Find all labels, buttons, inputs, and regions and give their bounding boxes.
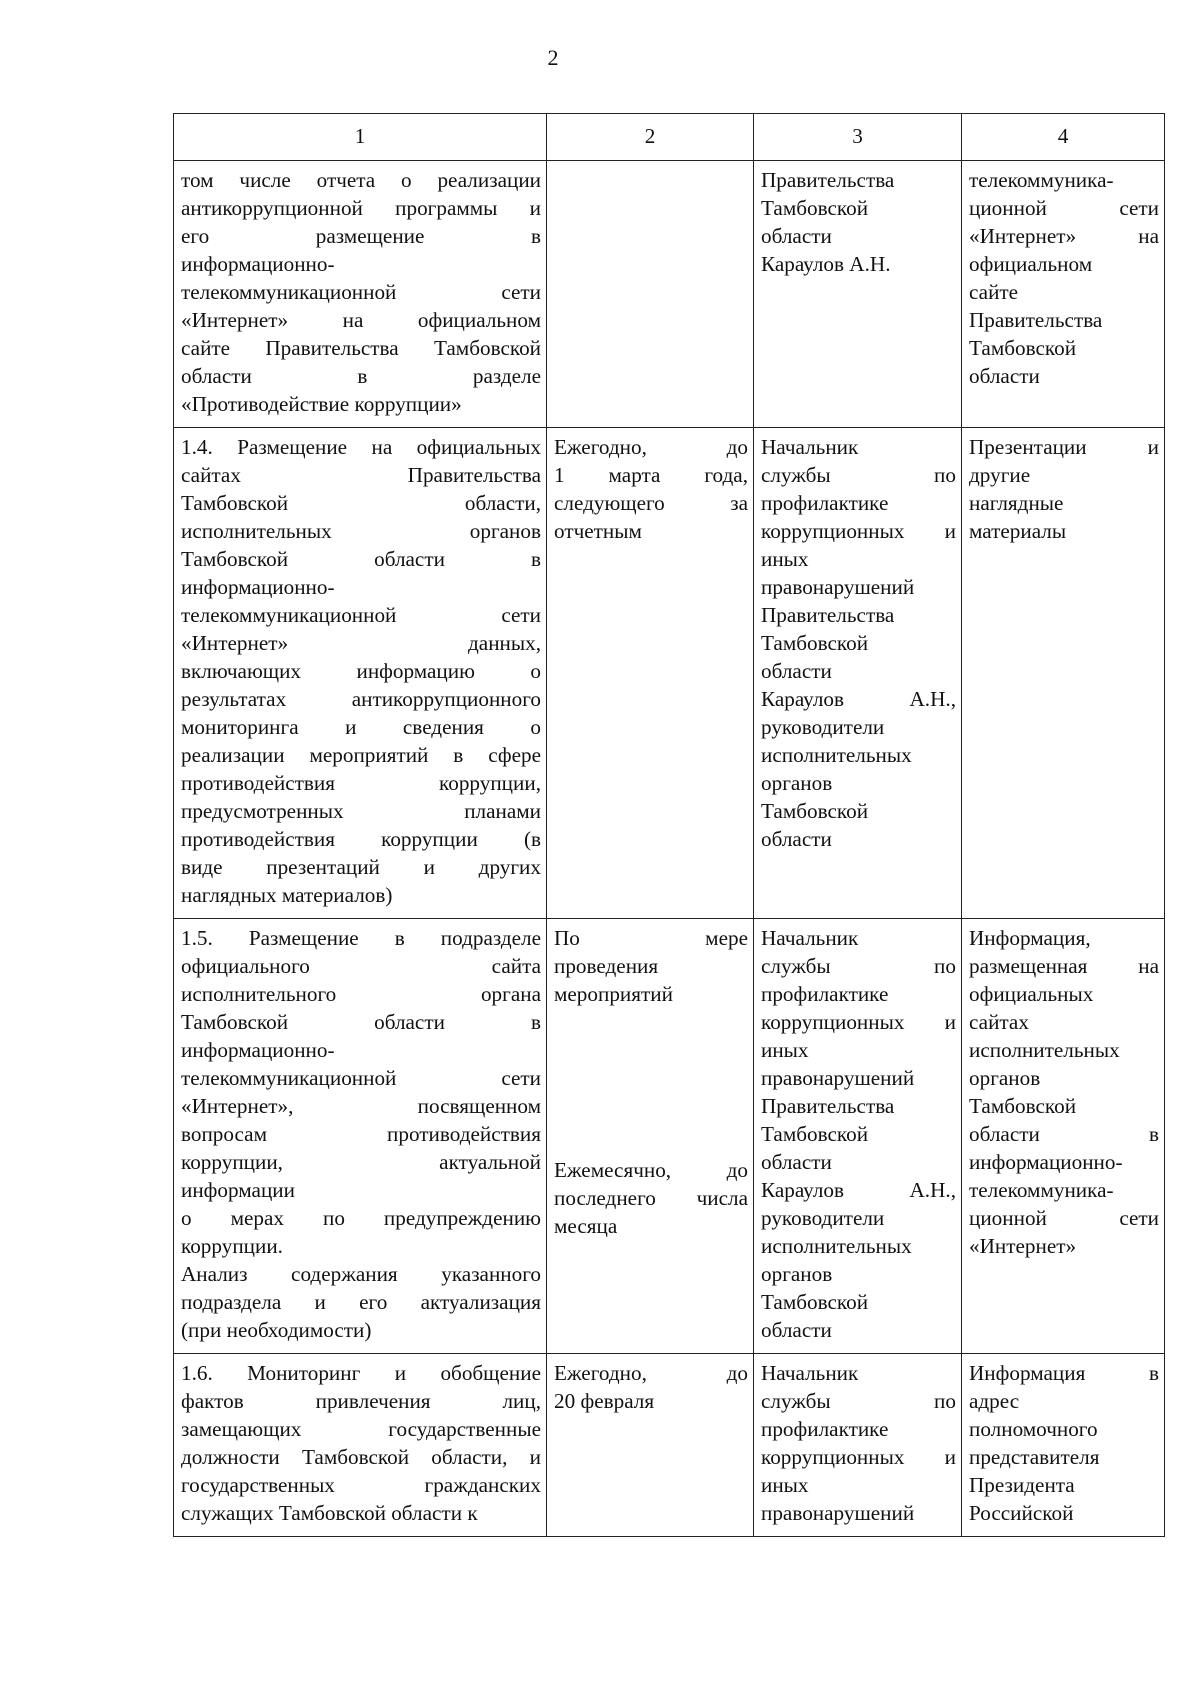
- column-header: 2: [547, 114, 754, 161]
- cell-line: наглядных материалов): [181, 883, 393, 907]
- cell-line: органов: [761, 1262, 833, 1286]
- cell-line: Караулов А.Н.: [761, 252, 891, 276]
- cell-line: телекоммуникационной сети: [181, 1066, 541, 1090]
- cell-line: включающих информацию о: [181, 659, 541, 683]
- cell-line: виде презентаций и других: [181, 855, 541, 879]
- cell-line: месяца: [554, 1214, 618, 1238]
- cell-line: 1.6. Мониторинг и обобщение: [181, 1361, 541, 1385]
- cell-line: результатах антикоррупционного: [181, 687, 541, 711]
- cell-line: Начальник: [761, 435, 859, 459]
- cell-line: службы по: [761, 463, 956, 487]
- cell-line: размещенная на: [969, 954, 1159, 978]
- cell-line: ционной сети: [969, 196, 1159, 220]
- cell-line: Тамбовской: [761, 196, 869, 220]
- cell-line: По мере: [554, 926, 748, 950]
- cell-line: области в: [969, 1122, 1159, 1146]
- cell-line: Тамбовской: [969, 1094, 1077, 1118]
- cell-line: Тамбовской области в: [181, 1010, 541, 1034]
- cell-line: сайтах Правительства: [181, 463, 541, 487]
- cell-line: антикоррупционной программы и: [181, 196, 541, 220]
- cell-line: Караулов А.Н.,: [761, 1178, 956, 1202]
- cell-line: области: [761, 1318, 832, 1342]
- cell-line: коррупции.: [181, 1234, 283, 1258]
- cell-line: Тамбовской: [761, 1290, 869, 1314]
- table-cell: [174, 428, 547, 919]
- table-cell: [174, 919, 547, 1354]
- cell-line: том числе отчета о реализации: [181, 168, 541, 192]
- cell-line: Правительства: [761, 168, 895, 192]
- cell-line: вопросам противодействия: [181, 1122, 541, 1146]
- cell-line: информационно-: [969, 1150, 1123, 1174]
- cell-line: телекоммуникационной сети: [181, 603, 541, 627]
- cell-line: правонарушений: [761, 1501, 915, 1525]
- table-cell: [547, 1354, 754, 1537]
- cell-line: ционной сети: [969, 1206, 1159, 1230]
- cell-line: 1.5. Размещение в подразделе: [181, 926, 541, 950]
- cell-line: информационно-: [181, 575, 335, 599]
- cell-line: Ежемесячно, до: [554, 1158, 748, 1182]
- table-cell: [754, 919, 962, 1354]
- cell-line: Тамбовской: [761, 799, 869, 823]
- cell-line: последнего числа: [554, 1186, 748, 1210]
- cell-line: информации: [181, 1178, 295, 1202]
- table-row: [174, 161, 1165, 428]
- cell-line: сайте: [969, 280, 1019, 304]
- table-row: [174, 919, 1165, 1354]
- cell-line: 1.4. Размещение на официальных: [181, 435, 541, 459]
- cell-line: Анализ содержания указанного: [181, 1262, 541, 1286]
- cell-line: Тамбовской области,: [181, 491, 541, 515]
- column-header: 4: [962, 114, 1165, 161]
- cell-line: должности Тамбовской области, и: [181, 1445, 541, 1469]
- cell-line: мониторинга и сведения о: [181, 715, 541, 739]
- cell-line: Ежегодно, до: [554, 1361, 748, 1385]
- cell-line: замещающих государственные: [181, 1417, 541, 1441]
- cell-line: иных: [761, 1038, 809, 1062]
- cell-line: сайте Правительства Тамбовской: [181, 336, 541, 360]
- cell-line: Информация,: [969, 926, 1091, 950]
- cell-line: другие: [969, 463, 1031, 487]
- cell-line: области: [969, 364, 1040, 388]
- cell-line: области: [761, 659, 832, 683]
- cell-line: информационно-: [181, 1038, 335, 1062]
- cell-line: правонарушений: [761, 1066, 915, 1090]
- cell-line: его размещение в: [181, 224, 541, 248]
- cell-line: иных: [761, 1473, 809, 1497]
- cell-line: исполнительных: [761, 1234, 912, 1258]
- cell-line: руководители: [761, 1206, 885, 1230]
- plan-table: [173, 113, 1165, 1537]
- cell-line: области: [761, 827, 832, 851]
- cell-line: службы по: [761, 954, 956, 978]
- cell-line: «Интернет» на: [969, 224, 1159, 248]
- cell-line: реализации мероприятий в сфере: [181, 743, 541, 767]
- table-cell: [962, 1354, 1165, 1537]
- table-cell: [174, 1354, 547, 1537]
- cell-line: наглядные: [969, 491, 1064, 515]
- cell-line: исполнительных: [969, 1038, 1120, 1062]
- cell-spacer: [554, 1008, 748, 1156]
- cell-line: отчетным: [554, 519, 642, 543]
- cell-line: информационно-: [181, 252, 335, 276]
- cell-line: «Противодействие коррупции»: [181, 392, 462, 416]
- cell-line: правонарушений: [761, 575, 915, 599]
- cell-line: Начальник: [761, 1361, 859, 1385]
- cell-line: официальном: [969, 252, 1093, 276]
- cell-line: Презентации и: [969, 435, 1159, 459]
- cell-line: коррупционных и: [761, 1445, 956, 1469]
- cell-line: (при необходимости): [181, 1318, 372, 1342]
- cell-line: исполнительных органов: [181, 519, 541, 543]
- cell-line: Тамбовской области в: [181, 547, 541, 571]
- cell-line: сайтах: [969, 1010, 1029, 1034]
- cell-line: коррупционных и: [761, 1010, 956, 1034]
- cell-line: предусмотренных планами: [181, 799, 541, 823]
- cell-line: служащих Тамбовской области к: [181, 1501, 478, 1525]
- table-cell: [962, 161, 1165, 428]
- cell-line: Правительства: [761, 1094, 895, 1118]
- cell-line: противодействия коррупции,: [181, 771, 541, 795]
- cell-line: полномочного: [969, 1417, 1098, 1441]
- cell-line: органов: [969, 1066, 1041, 1090]
- cell-line: 20 февраля: [554, 1389, 655, 1413]
- column-header: 1: [174, 114, 547, 161]
- cell-line: «Интернет», посвященном: [181, 1094, 541, 1118]
- cell-line: Тамбовской: [761, 631, 869, 655]
- cell-line: Российской: [969, 1501, 1074, 1525]
- cell-line: Правительства: [761, 603, 895, 627]
- table-cell: [754, 428, 962, 919]
- cell-line: области: [761, 1150, 832, 1174]
- cell-line: проведения: [554, 954, 659, 978]
- cell-line: государственных гражданских: [181, 1473, 541, 1497]
- cell-line: Информация в: [969, 1361, 1159, 1385]
- cell-line: коррупционных и: [761, 519, 956, 543]
- table-header-row: [174, 114, 1165, 161]
- cell-line: официальных: [969, 982, 1094, 1006]
- cell-line: Президента: [969, 1473, 1075, 1497]
- cell-line: руководители: [761, 715, 885, 739]
- cell-line: подраздела и его актуализация: [181, 1290, 541, 1314]
- table-cell: [962, 919, 1165, 1354]
- cell-line: Правительства: [969, 308, 1103, 332]
- cell-line: фактов привлечения лиц,: [181, 1389, 541, 1413]
- cell-line: телекоммуника-: [969, 1178, 1114, 1202]
- table-cell: [547, 161, 754, 428]
- table-row: [174, 428, 1165, 919]
- column-header: 3: [754, 114, 962, 161]
- cell-line: представителя: [969, 1445, 1100, 1469]
- cell-line: профилактике: [761, 982, 889, 1006]
- cell-line: органов: [761, 771, 833, 795]
- table-row: [174, 1354, 1165, 1537]
- cell-line: о мерах по предупреждению: [181, 1206, 541, 1230]
- table-cell: [754, 1354, 962, 1537]
- table-cell: [547, 428, 754, 919]
- cell-line: области: [761, 224, 832, 248]
- cell-line: иных: [761, 547, 809, 571]
- table-cell: [754, 161, 962, 428]
- cell-line: «Интернет» на официальном: [181, 308, 541, 332]
- cell-line: исполнительных: [761, 743, 912, 767]
- cell-line: Тамбовской: [969, 336, 1077, 360]
- cell-line: «Интернет» данных,: [181, 631, 541, 655]
- cell-line: «Интернет»: [969, 1234, 1077, 1258]
- cell-line: телекоммуникационной сети: [181, 280, 541, 304]
- cell-line: Ежегодно, до: [554, 435, 748, 459]
- cell-line: телекоммуника-: [969, 168, 1114, 192]
- cell-line: адрес: [969, 1389, 1020, 1413]
- cell-line: Начальник: [761, 926, 859, 950]
- table-cell: [174, 161, 547, 428]
- cell-line: мероприятий: [554, 982, 673, 1006]
- page-number: 2: [547, 45, 559, 70]
- cell-line: официального сайта: [181, 954, 541, 978]
- table-cell: [547, 919, 754, 1354]
- cell-line: исполнительного органа: [181, 982, 541, 1006]
- table-cell: [962, 428, 1165, 919]
- cell-line: коррупции, актуальной: [181, 1150, 541, 1174]
- cell-line: противодействия коррупции (в: [181, 827, 541, 851]
- cell-line: материалы: [969, 519, 1067, 543]
- cell-line: области в разделе: [181, 364, 541, 388]
- cell-line: профилактике: [761, 1417, 889, 1441]
- cell-line: службы по: [761, 1389, 956, 1413]
- cell-line: Тамбовской: [761, 1122, 869, 1146]
- cell-line: 1 марта года,: [554, 463, 748, 487]
- cell-line: следующего за: [554, 491, 748, 515]
- cell-line: профилактике: [761, 491, 889, 515]
- cell-line: Караулов А.Н.,: [761, 687, 956, 711]
